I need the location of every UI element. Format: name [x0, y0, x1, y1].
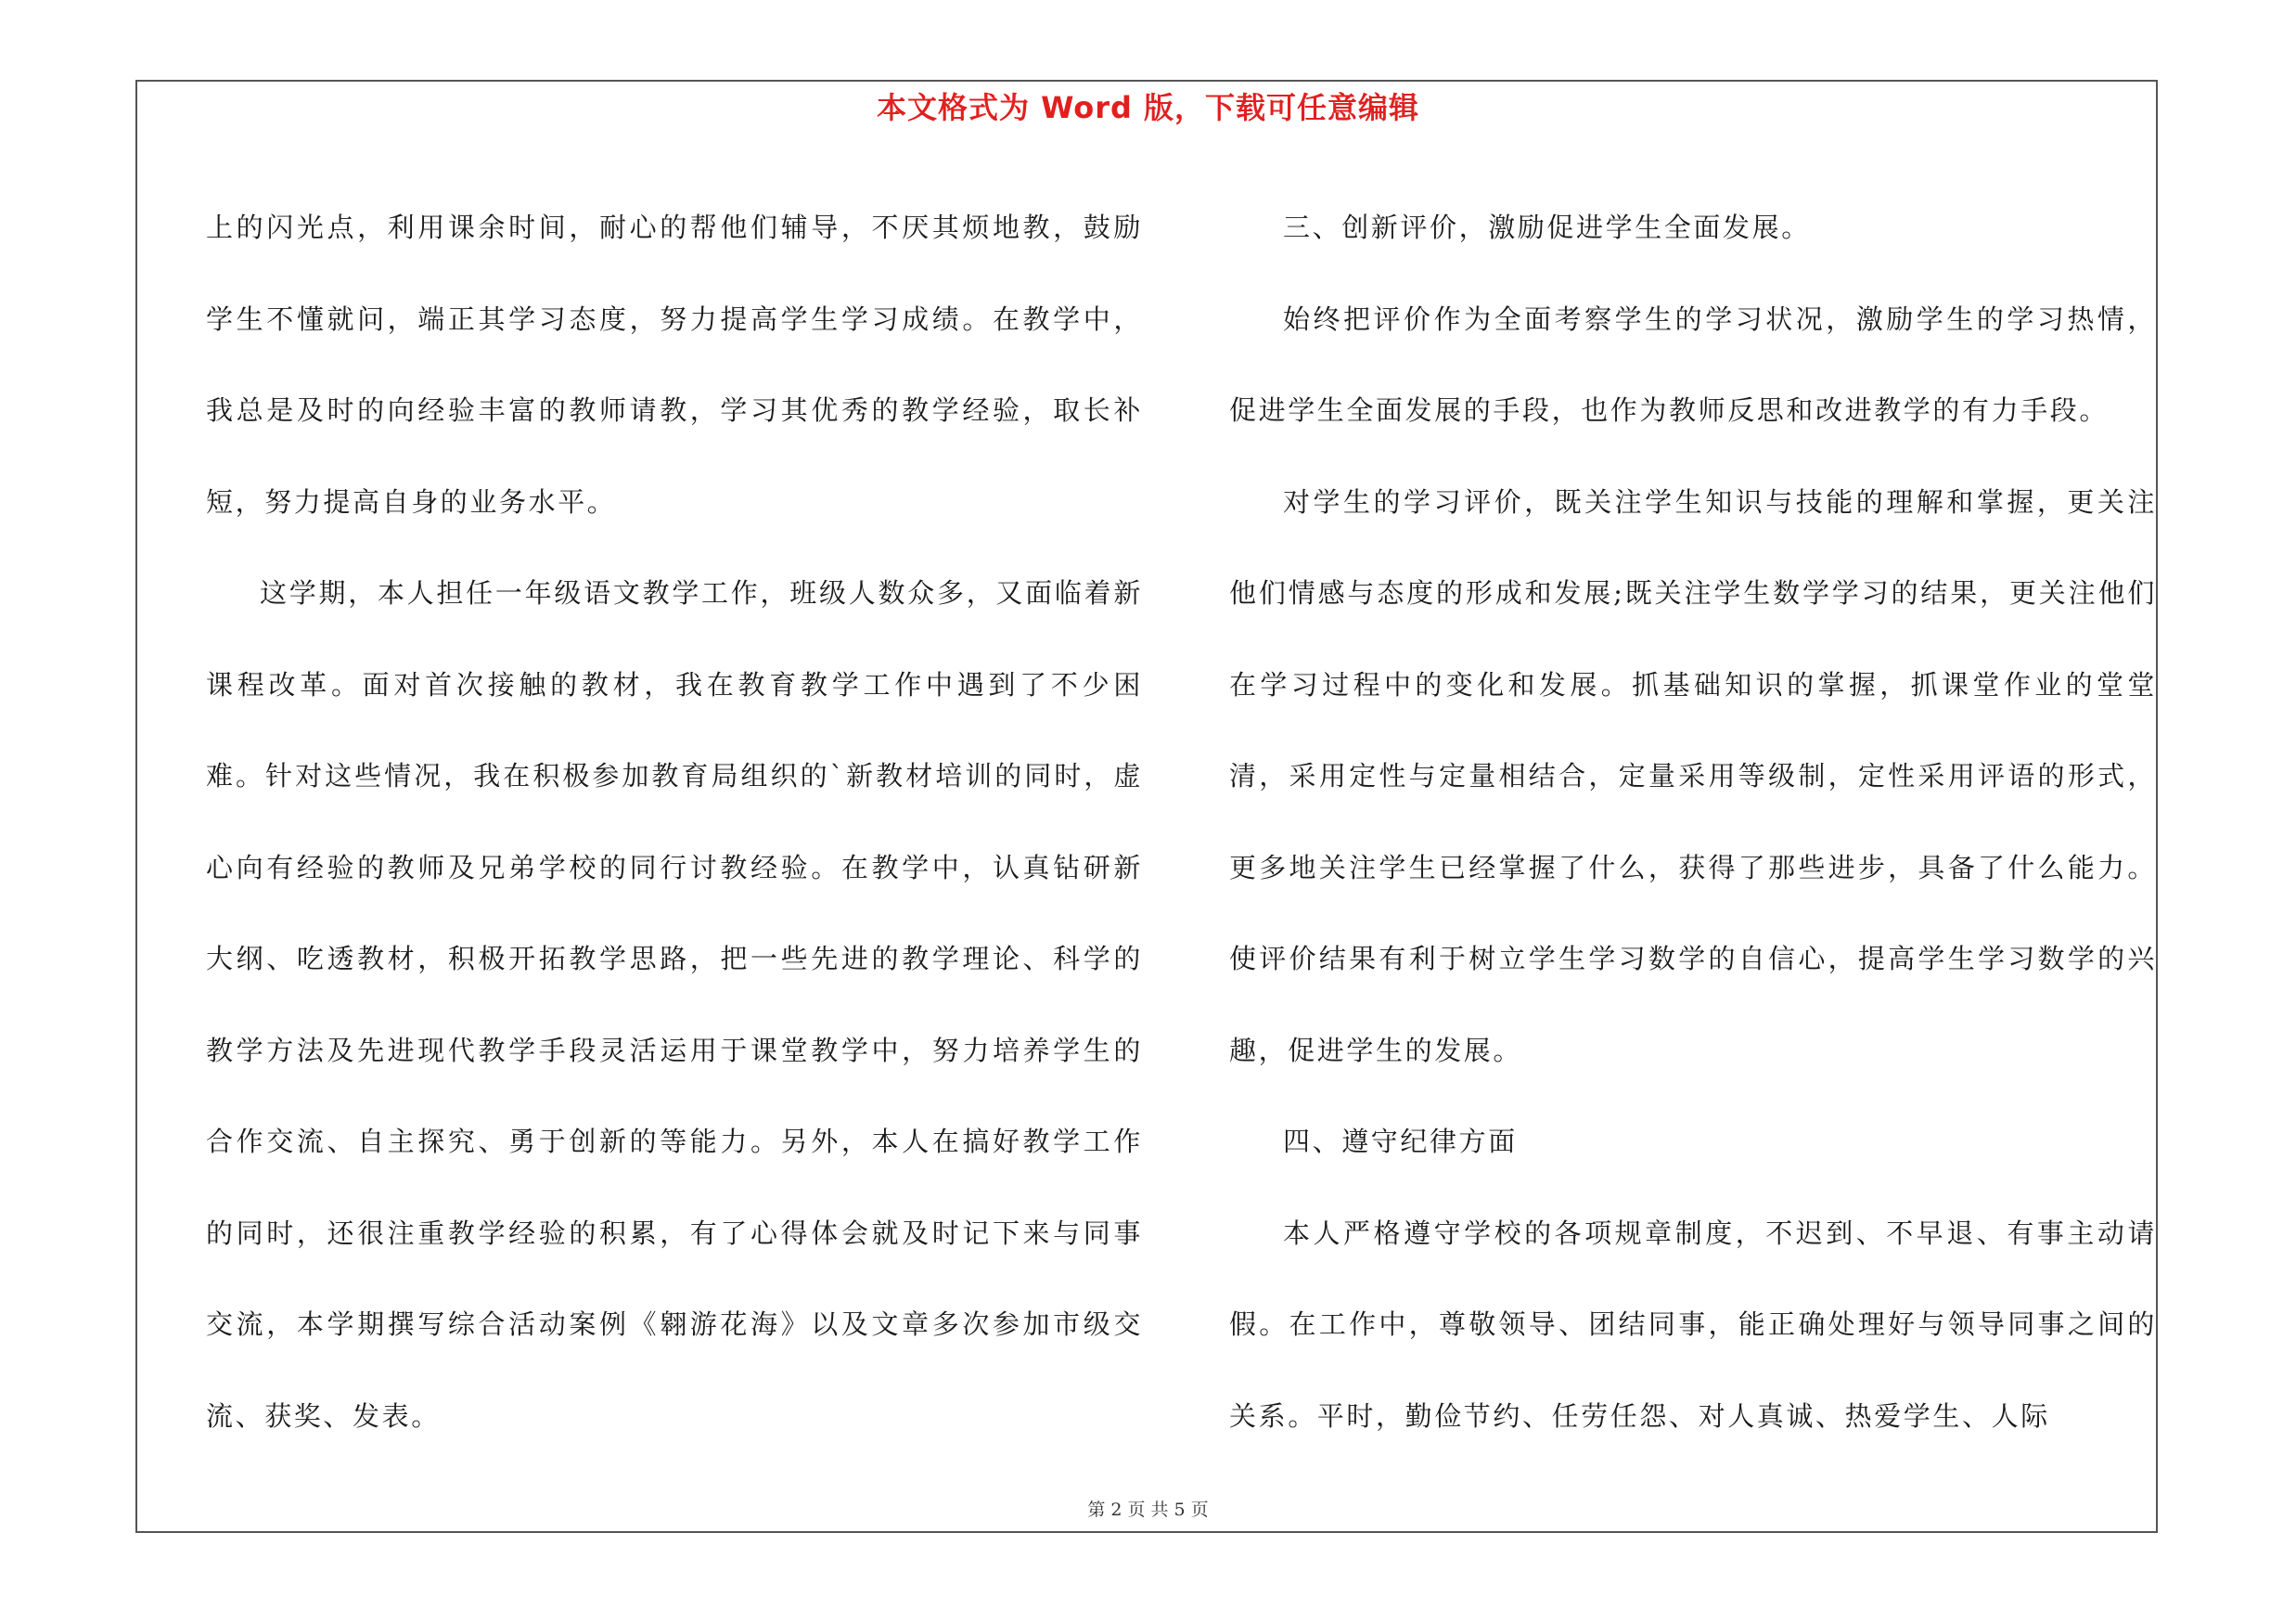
paragraph-discipline: 本人严格遵守学校的各项规章制度，不迟到、不早退、有事主动请假。在工作中，尊敬领导、团结同事，能正确处理好与领导同事之间的关系。平时，勤俭节约、任劳任怨、对人真诚、热爱学生、人际	[1229, 1217, 2157, 1432]
left-column	[206, 182, 1143, 1462]
word-format-banner: 本文格式为 Word 版，下载可任意编辑	[876, 90, 1420, 125]
section-heading-discipline: 四、遵守纪律方面	[1283, 1126, 1518, 1157]
section-heading-evaluation: 三、创新评价，激励促进学生全面发展。	[1283, 212, 1811, 243]
paragraph-semester-work: 这学期，本人担任一年级语文教学工作，班级人数众多，又面临着新课程改革。面对首次接触的教材，我在教育教学工作中遇到了不少困难。针对这些情况，我在积极参加教育局组织的`新教材培训的同时，虚心向有经验的教师及兄弟学校的同行讨教经验。在教学中，认真钻研新大纲、吃透教材，积极开拓教学思路，把一些先进的教学理论、科学的教学方法及先进现代教学手段灵活运用于课堂教学中，努力培养学生的合作交流、自主探究、勇于创新的等能力。另外，本人在搞好教学工作的同时，还很注重教学经验的积累，有了心得体会就及时记下来与同事交流，本学期撰写综合活动案例《翱游花海》以及文章多次参加市级交流、获奖、发表。	[206, 577, 1143, 1432]
paragraph-continued: 上的闪光点，利用课余时间，耐心的帮他们辅导，不厌其烦地教，鼓励学生不懂就问，端正其学习态度，努力提高学生学习成绩。在教学中，我总是及时的向经验丰富的教师请教，学习其优秀的教学经验，取长补短，努力提高自身的业务水平。	[206, 212, 1143, 518]
paragraph-evaluation-purpose: 始终把评价作为全面考察学生的学习状况，激励学生的学习热情，促进学生全面发展的手段，也作为教师反思和改进教学的有力手段。	[1229, 303, 2157, 426]
right-column	[1229, 182, 2157, 1462]
paragraph-evaluation-details: 对学生的学习评价，既关注学生知识与技能的理解和掌握，更关注他们情感与态度的形成和发展;既关注学生数学学习的结果，更关注他们在学习过程中的变化和发展。抓基础知识的掌握，抓课堂作业的堂堂清，采用定性与定量相结合，定量采用等级制，定性采用评语的形式，更多地关注学生已经掌握了什么，获得了那些进步，具备了什么能力。使评价结果有利于树立学生学习数学的自信心，提高学生学习数学的兴趣，促进学生的发展。	[1229, 485, 2157, 1066]
page-number-footer: 第 2 页 共 5 页	[1087, 1500, 1209, 1520]
